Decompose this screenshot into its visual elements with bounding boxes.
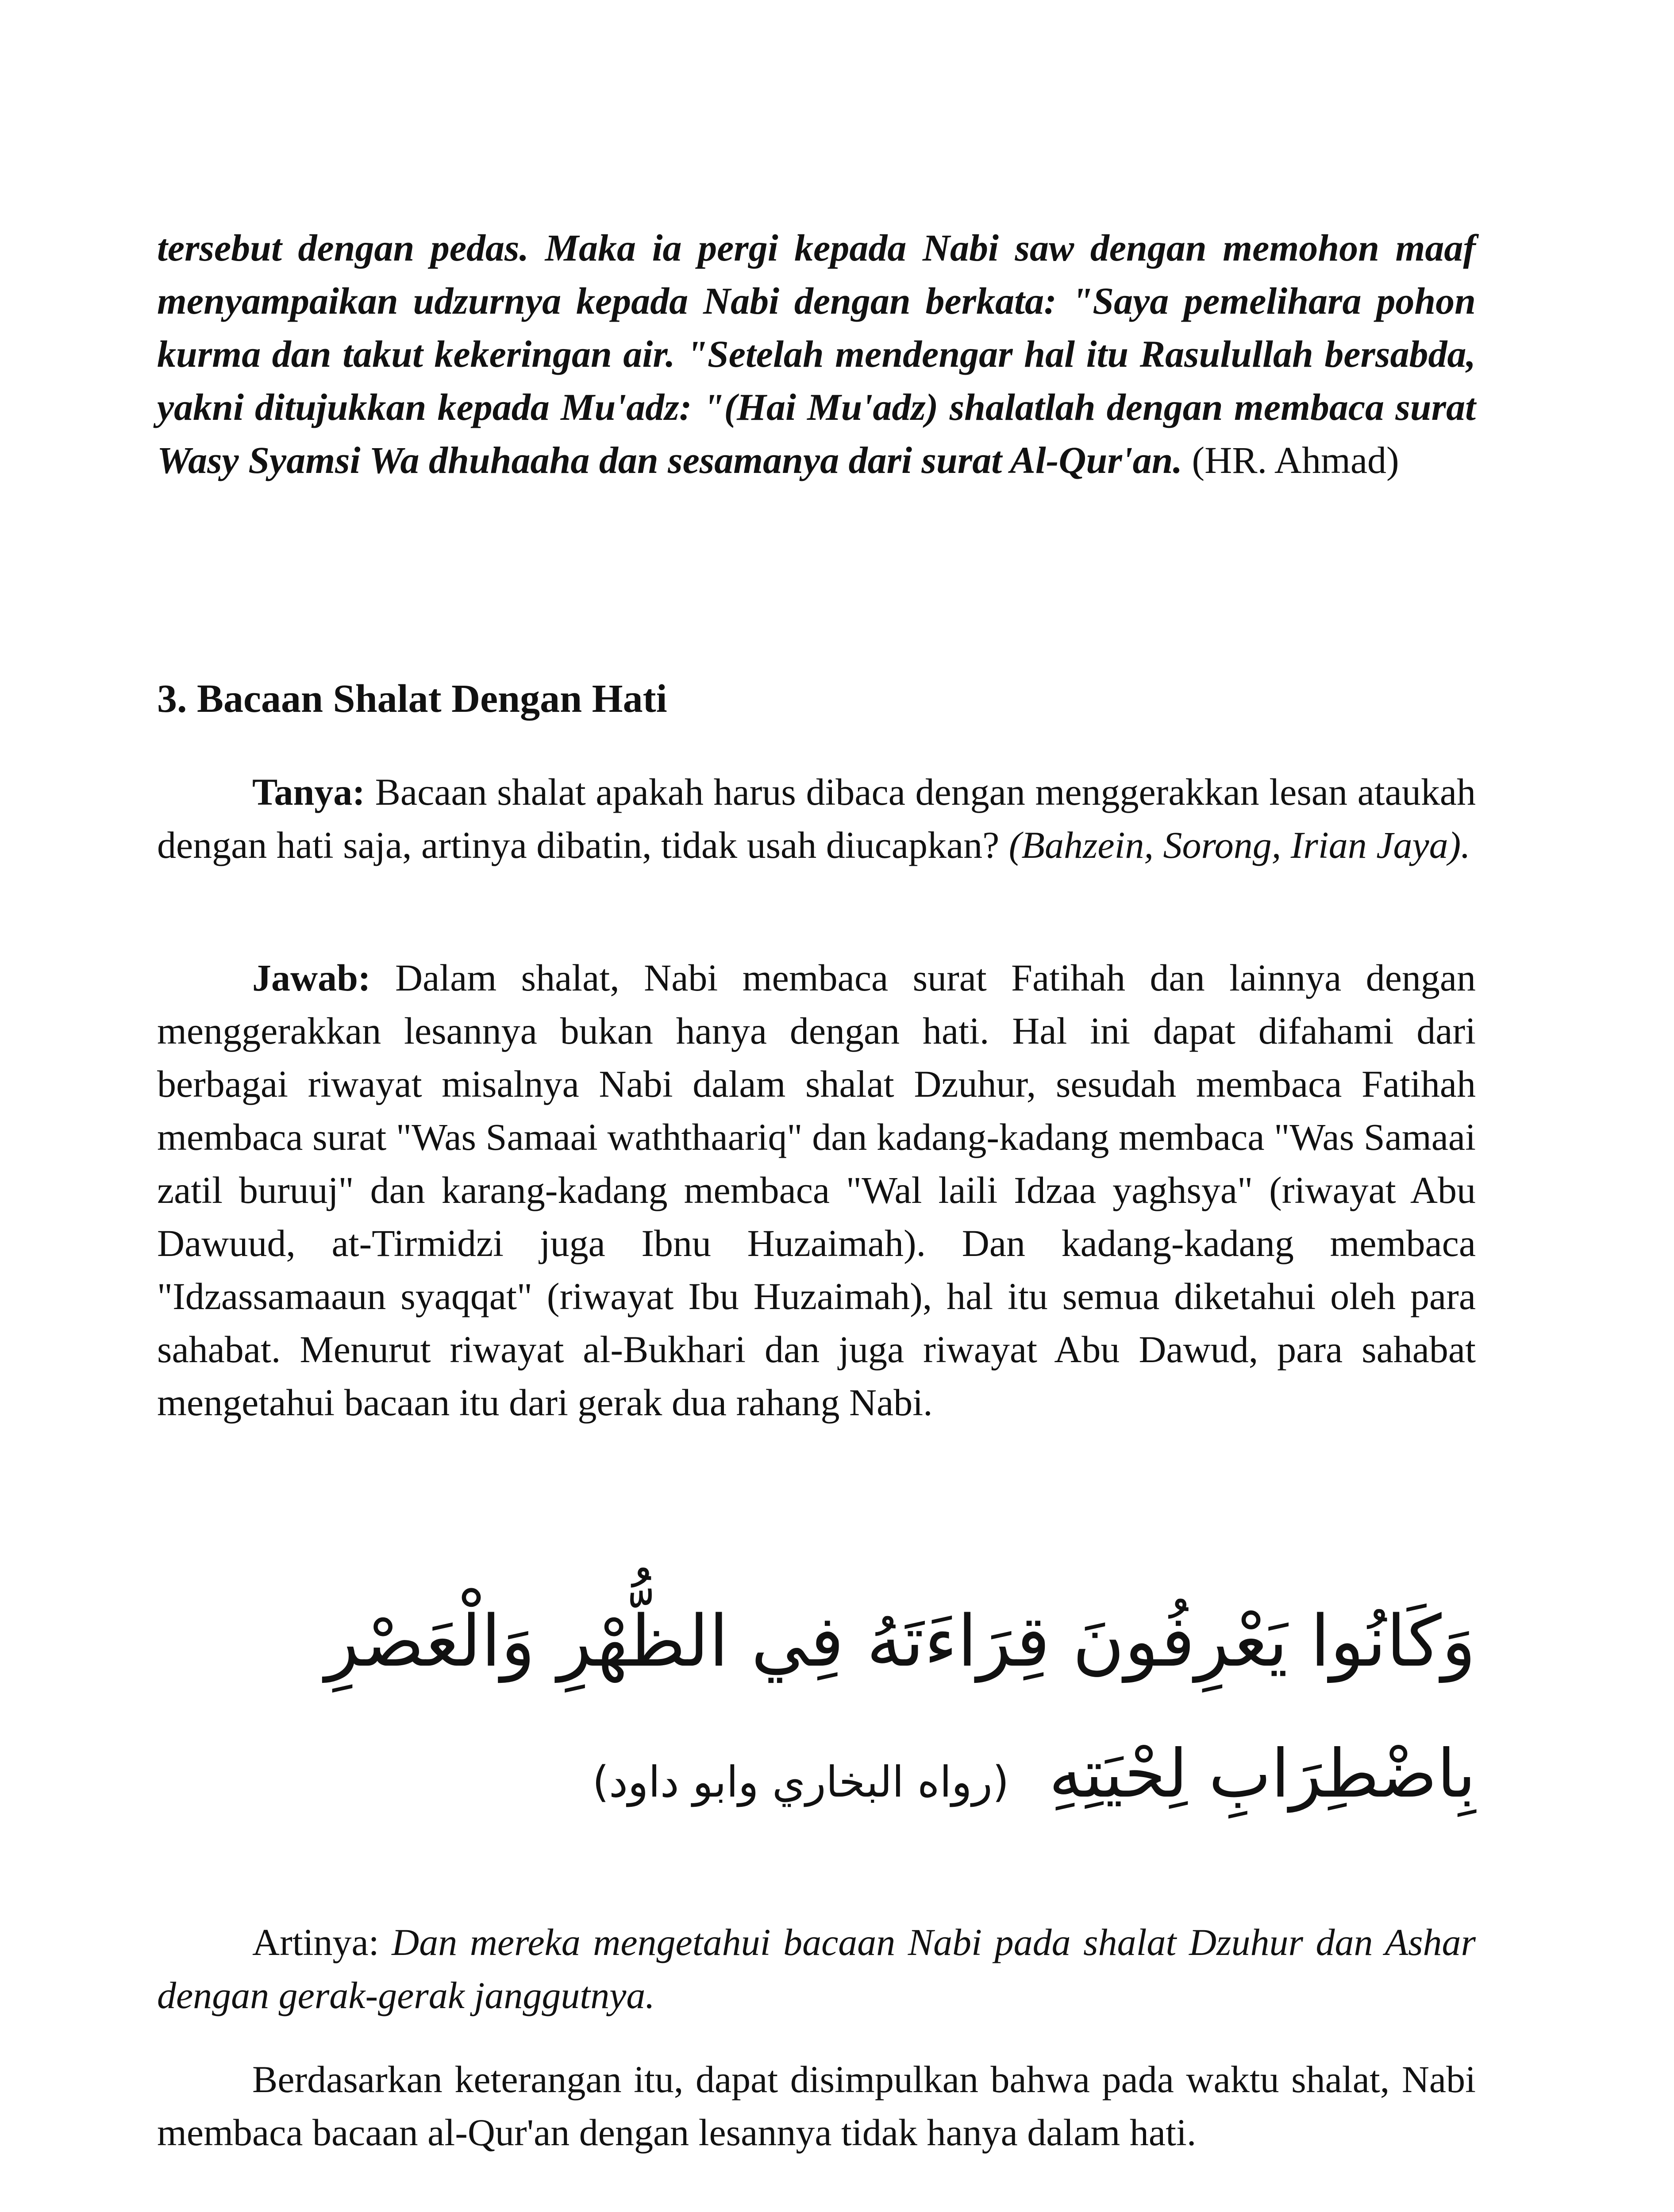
conclusion-paragraph <box>157 2053 1476 2159</box>
question-source: (Bahzein, Sorong, Irian Jaya). <box>1008 824 1470 866</box>
arabic-riwayat: (رواه البخاري وابو داود) <box>592 1757 1009 1807</box>
answer-paragraph <box>157 951 1476 1429</box>
conclusion-text: Berdasarkan keterangan itu, dapat disimpulkan bahwa pada waktu shalat, Nabi membaca bacaan al-Qur'an dengan lesannya tidak hanya dalam hati. <box>157 2058 1476 2154</box>
arabic-line-2-text: بِاضْطِرَابِ لِحْيَتِهِ <box>1049 1736 1476 1813</box>
translation-paragraph <box>157 1916 1476 2022</box>
answer-text: Dalam shalat, Nabi membaca surat Fatihah dan lainnya dengan menggerakkan lesannya bukan hanya dengan hati. Hal ini dapat difahami dari berbagai riwayat misalnya Nabi dalam shalat Dzuhur, sesudah membaca Fatihah membaca surat "Was Samaai waththaariq" dan kadang-kadang membaca "Was Samaai zatil buruuj" dan karang-kadang membaca "Wal laili Idzaa yaghsya" (riwayat Abu Dawuud, at-Tirmidzi juga Ibnu Huzaimah). Dan kadang-kadang membaca "Idzassamaaun syaqqat" (riwayat Ibu Huzaimah), hal itu semua diketahui oleh para sahabat. Menurut riwayat al-Bukhari dan juga riwayat Abu Dawud, para sahabat mengetahui bacaan itu dari gerak dua rahang Nabi. <box>157 956 1476 1424</box>
arabic-line-2 <box>157 1708 1476 1848</box>
section-number: 3. <box>157 677 187 721</box>
intro-citation: (HR. Ahmad) <box>1192 439 1399 481</box>
section-title: Bacaan Shalat Dengan Hati <box>197 677 667 721</box>
intro-italic-text: tersebut dengan pedas. Maka ia pergi kepada Nabi saw dengan memohon maaf menyampaikan udzurnya kepada Nabi dengan berkata: "Saya pemelihara pohon kurma dan takut kekeringan air. "Setelah mendengar hal itu Rasulullah bersabda, yakni ditujukkan kepada Mu'adz: "(Hai Mu'adz) shalatlah dengan membaca surat Wasy Syamsi Wa dhuhaaha dan sesamanya dari surat Al-Qur'an. <box>157 227 1476 481</box>
section-heading <box>157 672 1476 726</box>
arabic-line-1: وَكَانُوا يَعْرِفُونَ قِرَاءَتَهُ فِي الظُّهْرِ وَالْعَصْرِ <box>325 1600 1476 1682</box>
question-text: Bacaan shalat apakah harus dibaca dengan menggerakkan lesan ataukah dengan hati saja, artinya dibatin, tidak usah diucapkan? <box>157 771 1476 866</box>
answer-label: Jawab: <box>252 956 371 999</box>
translation-label: Artinya: <box>252 1921 379 1963</box>
arabic-hadith-block <box>157 1575 1476 1848</box>
question-paragraph <box>157 765 1476 872</box>
translation-text: Dan mereka mengetahui bacaan Nabi pada shalat Dzuhur dan Ashar dengan gerak-gerak janggutnya. <box>157 1921 1476 2016</box>
question-label: Tanya: <box>252 771 365 813</box>
intro-paragraph <box>157 221 1476 487</box>
